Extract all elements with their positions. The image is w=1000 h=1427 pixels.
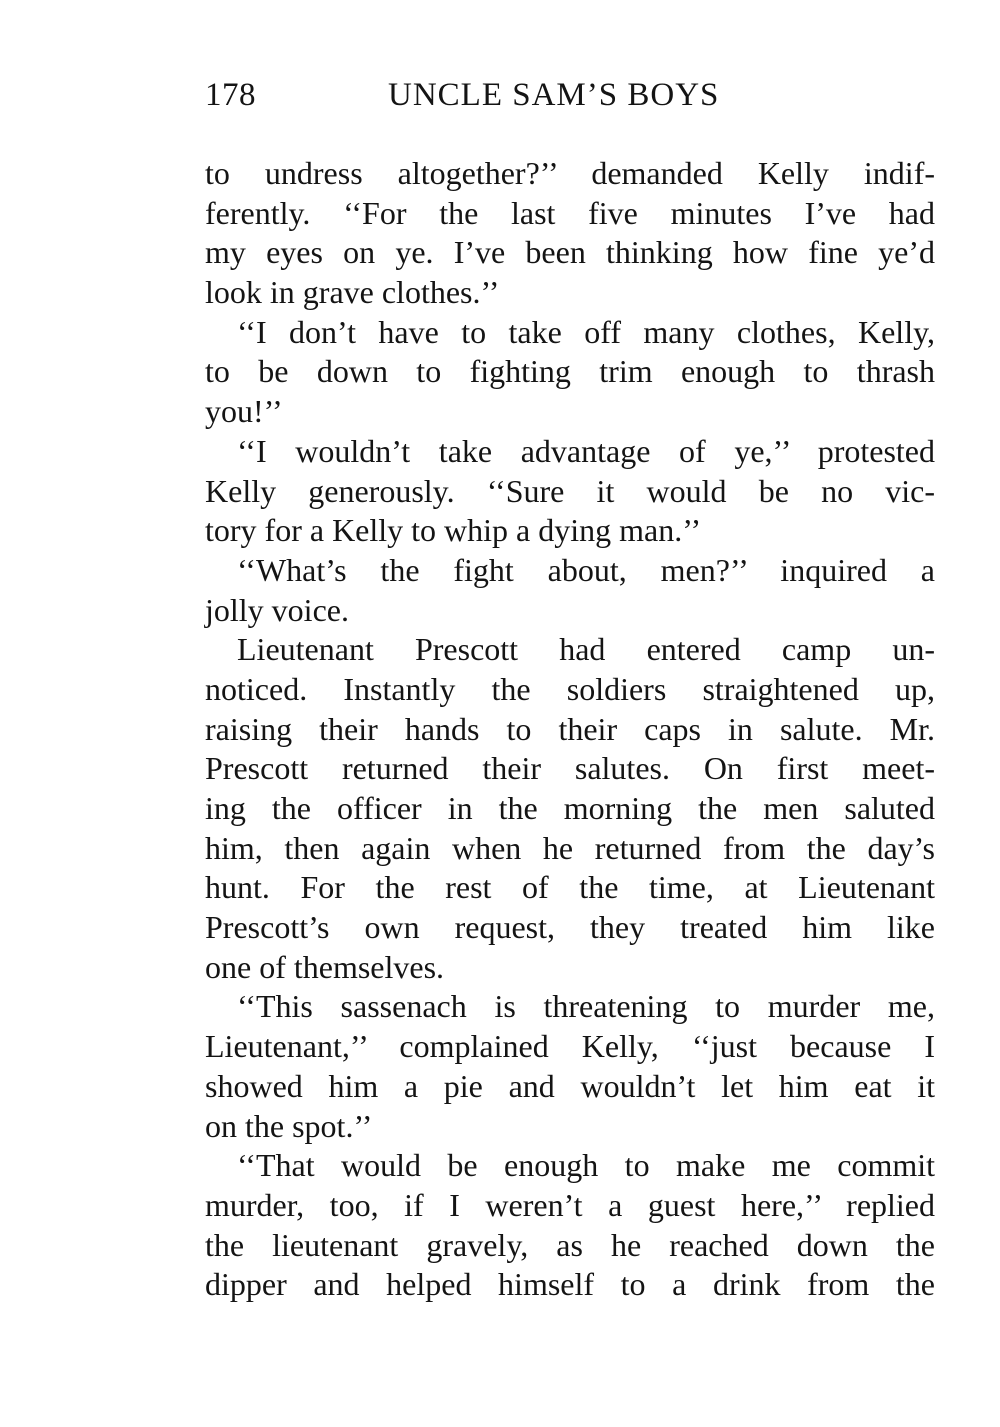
text-line: noticed. Instantly the soldiers straightened up,	[205, 670, 935, 707]
text-line: the lieutenant gravely, as he reached down the	[205, 1226, 935, 1263]
body-text	[205, 154, 935, 1305]
text-line: Prescott’s own request, they treated him like	[205, 909, 935, 946]
text-line: ing the officer in the morning the men saluted	[205, 790, 935, 826]
text-line: hunt. For the rest of the time, at Lieutenant	[205, 869, 935, 906]
paragraph-first-line: ‘‘What’s the fight about, men?’’ inquired a	[237, 551, 935, 588]
text-line: jolly voice.	[205, 591, 349, 628]
text-line: showed him a pie and wouldn’t let him eat it	[205, 1067, 935, 1104]
text-line: Kelly generously. ‘‘Sure it would be no vic-	[205, 472, 935, 509]
text-line: ferently. ‘‘For the last five minutes I’ve had	[205, 194, 935, 231]
text-line: one of themselves.	[205, 948, 445, 985]
text-line: murder, too, if I weren’t a guest here,’’ replied	[205, 1186, 935, 1223]
text-line: my eyes on ye. I’ve been thinking how fine ye’d	[205, 234, 935, 271]
page-number: 178	[205, 77, 256, 113]
text-line: to be down to fighting trim enough to thrash	[205, 353, 935, 390]
paragraph-first-line: ‘‘I don’t have to take off many clothes, Kelly,	[237, 313, 935, 350]
paragraph-first-line: ‘‘This sassenach is threatening to murder me,	[237, 988, 935, 1025]
text-line: raising their hands to their caps in salute. Mr.	[205, 710, 935, 747]
text-line: to undress altogether?’’ demanded Kelly indif-	[205, 155, 935, 191]
running-title: UNCLE SAM’S BOYS	[388, 77, 720, 113]
paragraph-first-line: ‘‘That would be enough to make me commit	[237, 1147, 935, 1184]
text-line: Lieutenant,’’ complained Kelly, ‘‘just because I	[205, 1028, 935, 1065]
running-head	[205, 70, 940, 120]
text-line: on the spot.’’	[205, 1107, 373, 1144]
paragraph-first-line: Lieutenant Prescott had entered camp un-	[237, 631, 935, 668]
text-line: dipper and helped himself to a drink from the	[205, 1266, 935, 1303]
text-line: you!’’	[205, 393, 283, 430]
text-line: him, then again when he returned from the day’s	[205, 829, 935, 866]
text-line: look in grave clothes.’’	[205, 274, 500, 311]
text-line: Prescott returned their salutes. On first meet-	[205, 750, 935, 787]
paragraph-first-line: ‘‘I wouldn’t take advantage of ye,’’ protested	[237, 432, 935, 469]
text-line: tory for a Kelly to whip a dying man.’’	[205, 512, 702, 549]
